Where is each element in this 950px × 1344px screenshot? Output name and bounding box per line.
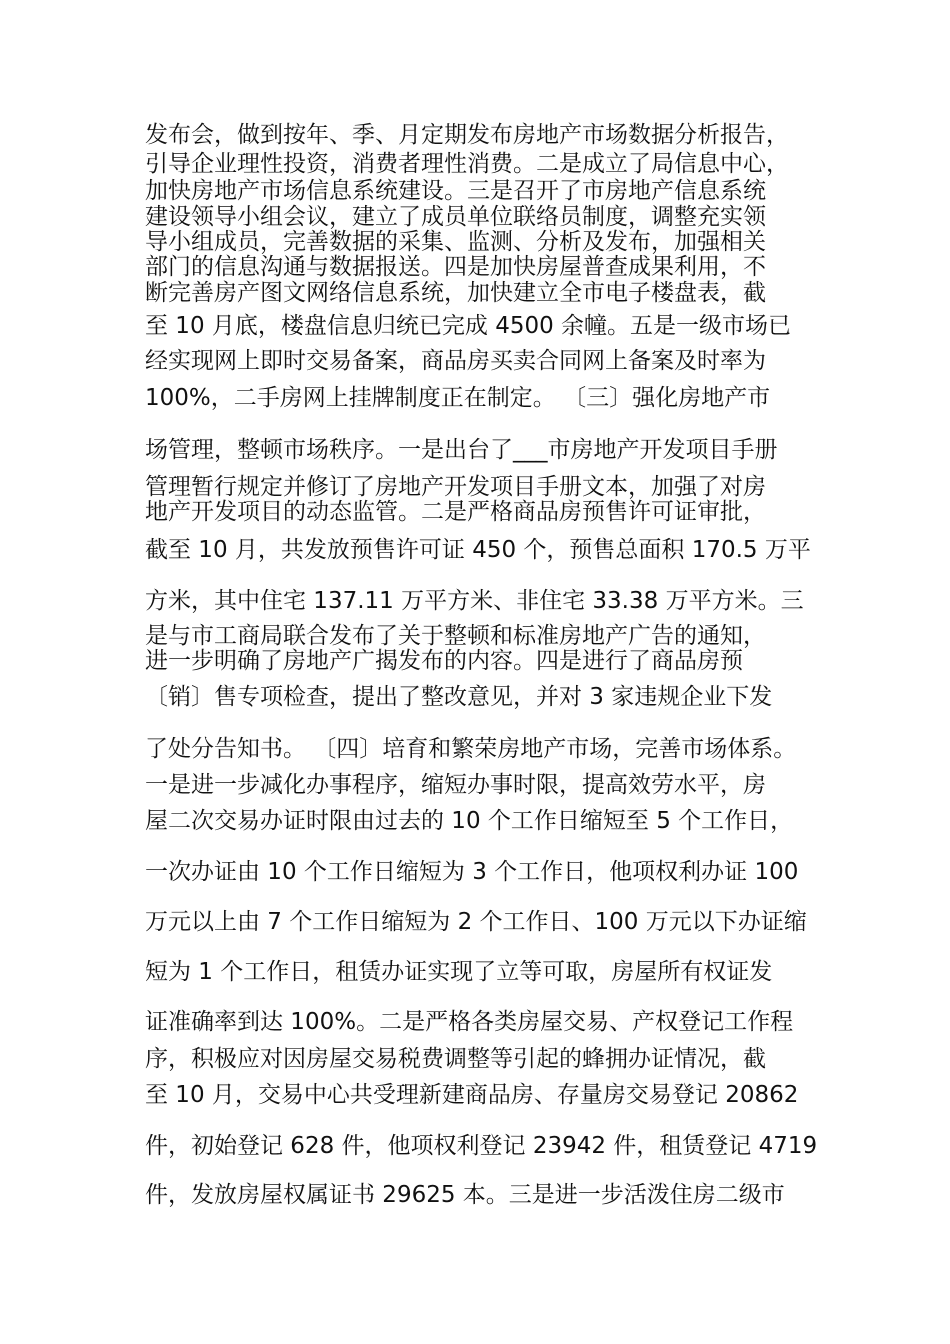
text-line: 件，初始登记 628 件，他项权利登记 23942 件，租赁登记 4719 (145, 1133, 818, 1159)
text-line: 了处分告知书。 〔四〕培育和繁荣房地产市场，完善市场体系。 (145, 736, 797, 762)
text-line: 管理暂行规定并修订了房地产开发项目手册文本，加强了对房 (145, 474, 766, 500)
text-line: 一是进一步减化办事程序，缩短办事时限，提高效劳水平，房 (145, 772, 766, 798)
text-line: 序，积极应对因房屋交易税费调整等引起的蜂拥办证情况，截 (145, 1046, 766, 1072)
text-line: 部门的信息沟通与数据报送。四是加快房屋普查成果利用，不 (145, 254, 766, 280)
text-line: 至 10 月底，楼盘信息归统已完成 4500 余幢。五是一级市场已 (145, 313, 792, 339)
text-line: 屋二次交易办证时限由过去的 10 个工作日缩短至 5 个工作日， (145, 808, 794, 834)
text-line: 导小组成员，完善数据的采集、监测、分析及发布，加强相关 (145, 229, 766, 255)
text-line: 100%，二手房网上挂牌制度正在制定。 〔三〕强化房地产市 (145, 385, 771, 411)
text-line: 截至 10 月，共发放预售许可证 450 个，预售总面积 170.5 万平 (145, 537, 811, 563)
text-line: 进一步明确了房地产广揭发布的内容。四是进行了商品房预 (145, 648, 743, 674)
text-line: 一次办证由 10 个工作日缩短为 3 个工作日，他项权利办证 100 (145, 859, 799, 885)
text-line: 至 10 月，交易中心共受理新建商品房、存量房交易登记 20862 (145, 1082, 799, 1108)
text-line: 引导企业理性投资，消费者理性消费。二是成立了局信息中心， (145, 151, 789, 177)
text-line: 万元以上由 7 个工作日缩短为 2 个工作日、100 万元以下办证缩 (145, 909, 807, 935)
text-line: 方米，其中住宅 137.11 万平方米、非住宅 33.38 万平方米。三 (145, 588, 804, 614)
text-line: 断完善房产图文网络信息系统，加快建立全市电子楼盘表，截 (145, 280, 766, 306)
text-line: 地产开发项目的动态监管。二是严格商品房预售许可证审批， (145, 499, 766, 525)
text-line: 发布会，做到按年、季、月定期发布房地产市场数据分析报告， (145, 122, 789, 148)
text-line: 短为 1 个工作日，租赁办证实现了立等可取，房屋所有权证发 (145, 959, 773, 985)
text-line: 加快房地产市场信息系统建设。三是召开了市房地产信息系统 (145, 178, 766, 204)
text-line: 是与市工商局联合发布了关于整顿和标准房地产广告的通知， (145, 623, 766, 649)
text-line: 场管理，整顿市场秩序。一是出台了___市房地产开发项目手册 (145, 437, 778, 463)
text-line: 建设领导小组会议，建立了成员单位联络员制度，调整充实领 (145, 204, 766, 230)
text-line: 证准确率到达 100%。二是严格各类房屋交易、产权登记工作程 (145, 1009, 794, 1035)
text-line: 〔销〕售专项检查，提出了整改意见，并对 3 家违规企业下发 (145, 684, 773, 710)
text-line: 经实现网上即时交易备案，商品房买卖合同网上备案及时率为 (145, 348, 766, 374)
text-line: 件，发放房屋权属证书 29625 本。三是进一步活泼住房二级市 (145, 1182, 785, 1208)
